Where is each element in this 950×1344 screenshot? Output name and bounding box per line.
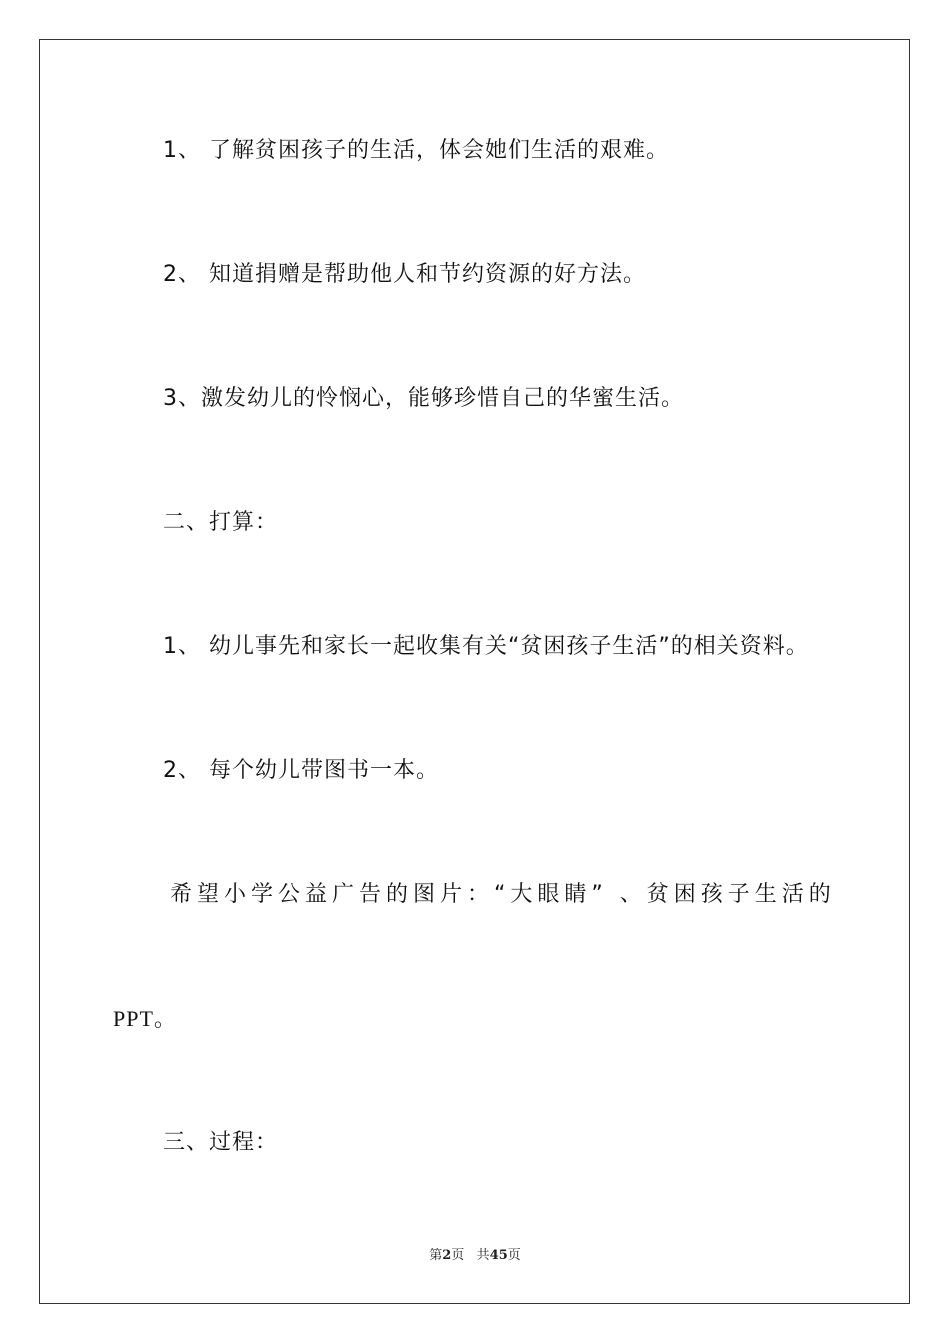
footer-total-suffix: 页 [507,1248,521,1263]
footer-page-suffix: 页 [451,1248,465,1263]
preparation-materials-line-2: PPT。 [113,1006,177,1031]
section-heading-process: 三、过程： [163,1130,279,1155]
footer-page-number: 2 [442,1248,452,1263]
objective-3: 3、激发幼儿的怜悯心，能够珍惜自己的华蜜生活。 [163,386,684,411]
preparation-materials-line-1: 希望小学公益广告的图片：“大眼睛” 、贫困孩子生活的 [170,882,836,907]
objective-2: 2、 知道捐赠是帮助他人和节约资源的好方法。 [163,262,646,287]
footer-prefix: 第 [429,1248,443,1263]
footer-total-prefix: 共 [476,1248,490,1263]
page-frame [39,39,910,1304]
page-footer [0,1248,950,1264]
objective-1: 1、 了解贫困孩子的生活，体会她们生活的艰难。 [163,138,669,163]
preparation-item-1: 1、 幼儿事先和家长一起收集有关“贫困孩子生活”的相关资料。 [163,634,809,659]
preparation-item-2: 2、 每个幼儿带图书一本。 [163,758,439,783]
section-heading-preparation: 二、打算： [163,510,279,535]
footer-total-pages: 45 [489,1248,508,1263]
